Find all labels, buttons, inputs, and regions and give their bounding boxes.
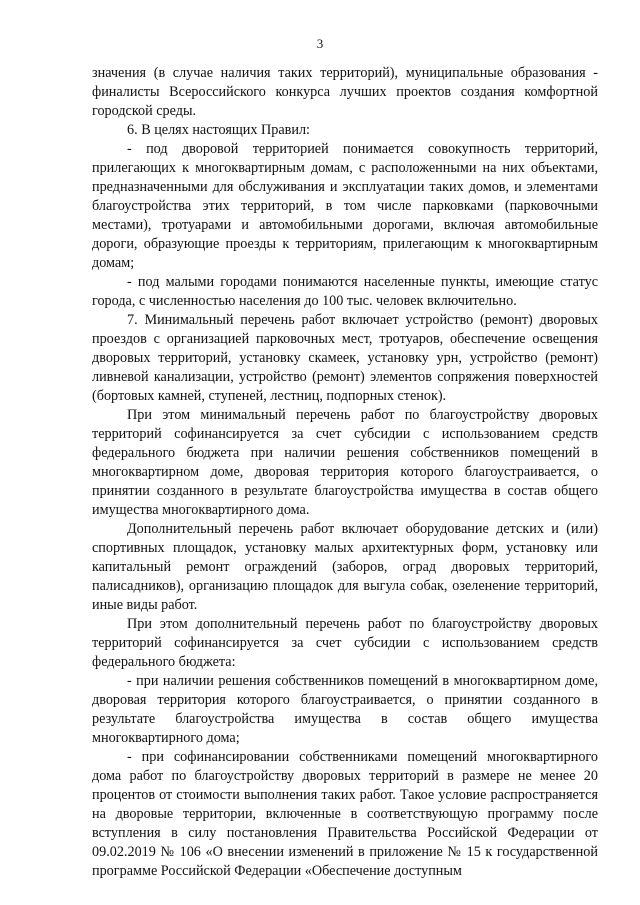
paragraph-1: значения (в случае наличия таких территорий), муниципальные образования - финалисты Всероссийского конкурса лучших проектов создания комфортной городской среды. xyxy=(92,65,598,119)
paragraph-6: При этом минимальный перечень работ по благоустройству дворовых территорий софинансируется за счет субсидии с использованием средств федерального бюджета при наличии решения собственников помещений в многоквартирном доме, дворовая территория которого благоустраивается, о принятии созданного в результате благоустройства имущества в состав общего имущества многоквартирного дома. xyxy=(92,407,598,518)
paragraph-3: - под дворовой территорией понимается совокупность территорий, прилегающих к многоквартирным домам, с расположенными на них объектами, предназначенными для обслуживания и эксплуатации таких домов, и элементами благоустройства этих территорий, в том числе парковками (парковочными местами), тротуарами и автомобильными дорогами, включая автомобильные дороги, образующие проезды к территориям, прилегающим к многоквартирным домам; xyxy=(92,141,598,271)
page-number: 3 xyxy=(316,36,324,51)
paragraph-5: 7. Минимальный перечень работ включает устройство (ремонт) дворовых проездов с организацией парковочных мест, тротуаров, обеспечение освещения дворовых территорий, установку скамеек, установку урн, устройство (ремонт) ливневой канализации, устройство (ремонт) элементов сопряжения поверхностей (бортовых камней, ступеней, лестниц, подпорных стенок). xyxy=(92,312,598,404)
document-body xyxy=(92,64,598,881)
paragraph-10: - при софинансировании собственниками помещений многоквартирного дома работ по благоустройству дворовых территорий в размере не менее 20 процентов от стоимости выполнения таких работ. Такое условие распространяется на дворовые территории, включенные в соответствующую программу после вступления в силу постановления Правительства Российской Федерации от 09.02.2019 № 106 «О внесении изменений в приложение № 15 к государственной программе Российской Федерации «Обеспечение доступным xyxy=(92,749,598,879)
paragraph-2: 6. В целях настоящих Правил: xyxy=(127,122,310,138)
paragraph-8: При этом дополнительный перечень работ по благоустройству дворовых территорий софинансируется за счет субсидии с использованием средств федерального бюджета: xyxy=(92,616,598,670)
paragraph-9: - при наличии решения собственников помещений в многоквартирном доме, дворовая территория которого благоустраивается, о принятии созданного в результате благоустройства имущества в состав общего имущества многоквартирного дома; xyxy=(92,673,598,746)
paragraph-7: Дополнительный перечень работ включает оборудование детских и (или) спортивных площадок, установку малых архитектурных форм, установку или капитальный ремонт ограждений (заборов, оград дворовых территорий, палисадников), организацию площадок для выгула собак, озеленение территорий, иные виды работ. xyxy=(92,521,598,613)
paragraph-4: - под малыми городами понимаются населенные пункты, имеющие статус города, с численностью населения до 100 тыс. человек включительно. xyxy=(92,274,598,309)
